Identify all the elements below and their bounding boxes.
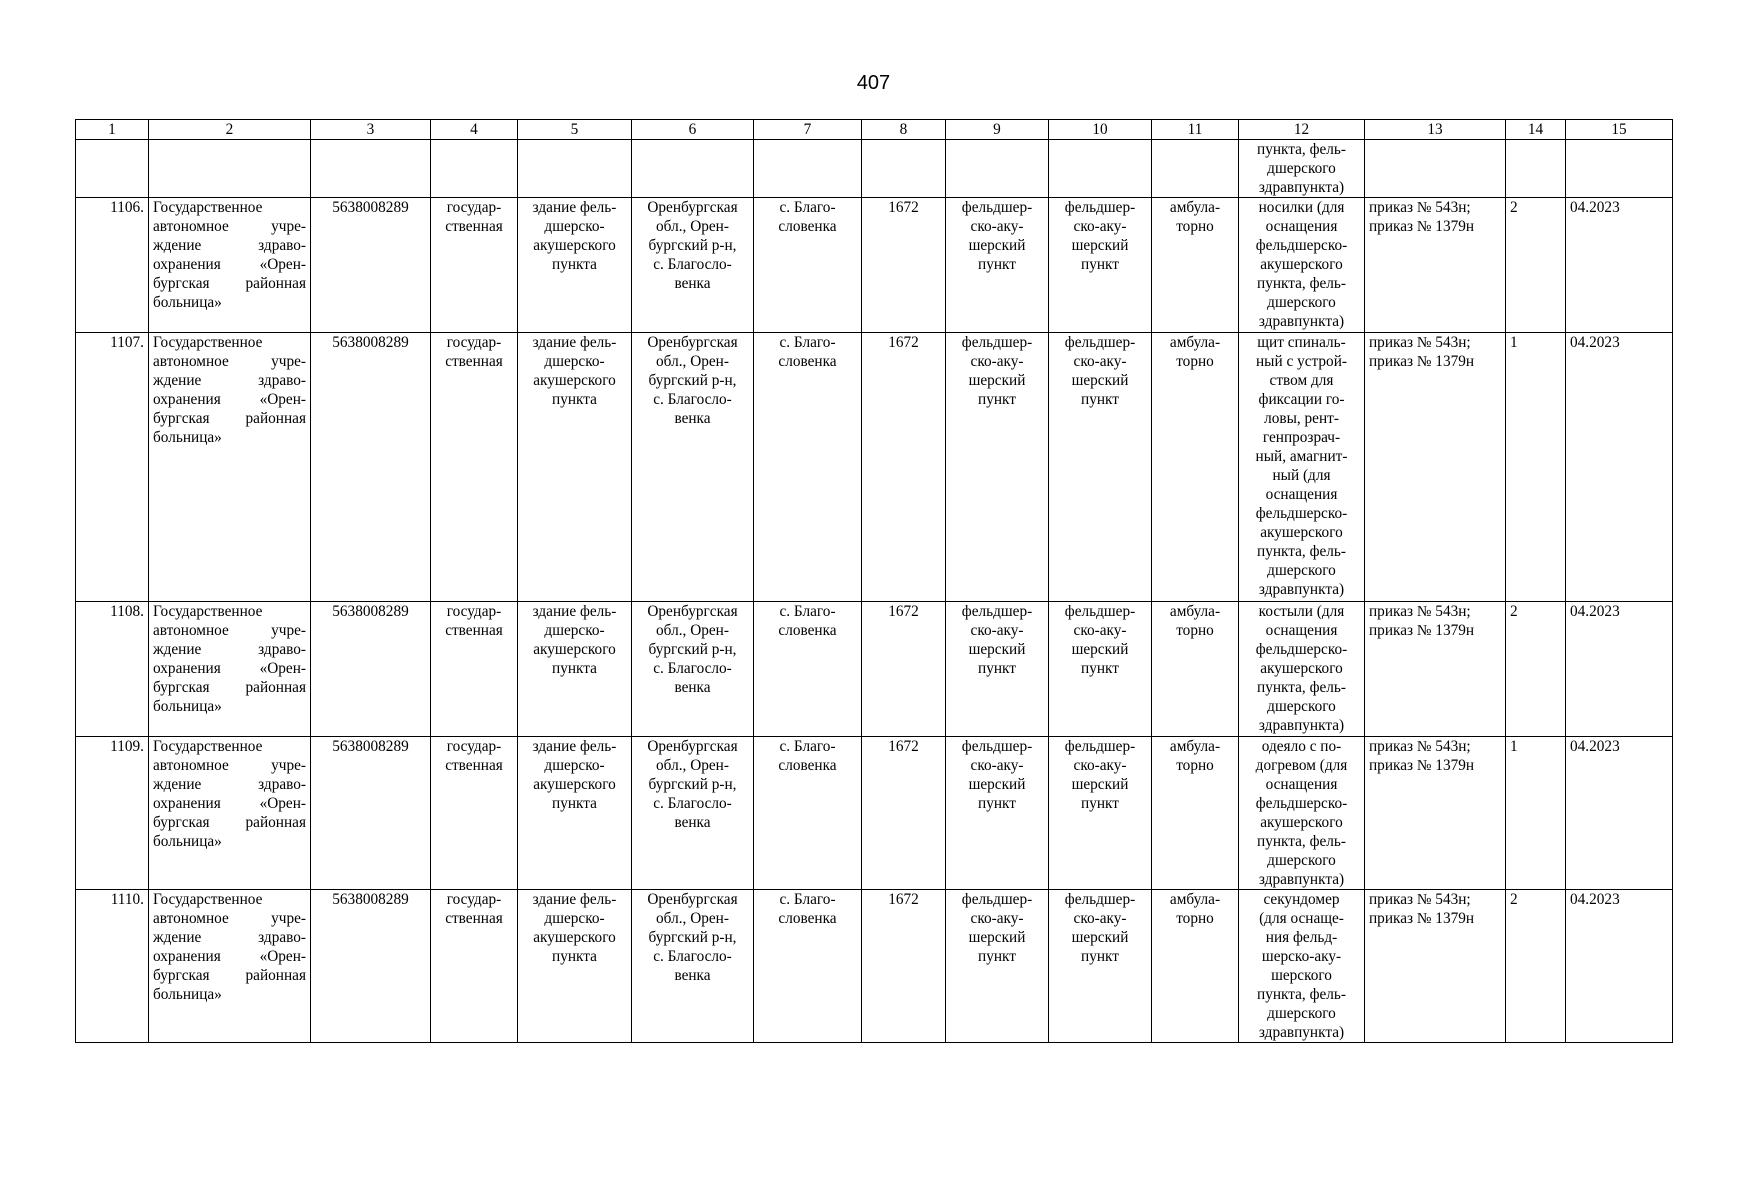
subunit-text: фельдшер- ско-аку- шерский пункт <box>1064 199 1136 273</box>
empty-cell <box>431 140 518 198</box>
care-type-cell <box>1152 737 1239 890</box>
unit-cell <box>946 602 1049 737</box>
address-text: Оренбургская обл., Орен- бургский р-н, с. Благосло- венка <box>647 603 738 696</box>
continuation-row <box>76 140 1673 198</box>
ownership-cell <box>431 198 518 333</box>
code-cell <box>862 890 946 1043</box>
address-text: Оренбургская обл., Орен- бургский р-н, с. Благосло- венка <box>647 738 738 831</box>
order-text: приказ № 543н; приказ № 1379н <box>1369 891 1475 927</box>
address-text: Оренбургская обл., Орен- бургский р-н, с. Благосло- венка <box>647 334 738 427</box>
address-cell <box>632 602 754 737</box>
ownership-text: государ- ственная <box>445 891 503 927</box>
address-cell <box>632 737 754 890</box>
row-number-cell <box>76 198 149 333</box>
organization-text: Государственное автономное учре-ждение здраво-охранения «Орен-бургская районная больница» <box>153 334 306 446</box>
code-text: 1672 <box>888 603 919 620</box>
quantity-text: 2 <box>1510 891 1518 908</box>
inn-cell <box>311 333 431 602</box>
building-cell <box>518 198 632 333</box>
row-number-text: 1106. <box>110 199 144 216</box>
table-row <box>76 602 1673 737</box>
subunit-text: фельдшер- ско-аку- шерский пункт <box>1064 738 1136 812</box>
order-cell <box>1365 737 1506 890</box>
code-cell <box>862 333 946 602</box>
organization-cell <box>149 333 311 602</box>
table-row <box>76 737 1673 890</box>
care-type-text: амбула- торно <box>1169 199 1221 235</box>
organization-cell <box>149 602 311 737</box>
empty-cell <box>76 140 149 198</box>
empty-cell <box>754 140 862 198</box>
quantity-text: 1 <box>1510 334 1518 351</box>
date-cell <box>1566 198 1673 333</box>
organization-cell <box>149 890 311 1043</box>
organization-cell <box>149 198 311 333</box>
table-row <box>76 198 1673 333</box>
empty-cell <box>1152 140 1239 198</box>
subunit-cell <box>1049 198 1152 333</box>
address-cell <box>632 890 754 1043</box>
row-number-text: 1109. <box>110 738 144 755</box>
code-text: 1672 <box>888 199 919 216</box>
unit-text: фельдшер- ско-аку- шерский пункт <box>961 603 1033 677</box>
unit-text: фельдшер- ско-аку- шерский пункт <box>961 738 1033 812</box>
locality-text: с. Благо- словенка <box>778 199 837 235</box>
care-type-cell <box>1152 333 1239 602</box>
locality-text: с. Благо- словенка <box>778 603 837 639</box>
locality-text: с. Благо- словенка <box>778 334 837 370</box>
address-cell <box>632 333 754 602</box>
locality-text: с. Благо- словенка <box>778 891 837 927</box>
empty-cell <box>1049 140 1152 198</box>
column-number: 8 <box>862 120 946 140</box>
order-cell <box>1365 333 1506 602</box>
unit-text: фельдшер- ско-аку- шерский пункт <box>961 199 1033 273</box>
building-cell <box>518 602 632 737</box>
column-number: 11 <box>1152 120 1239 140</box>
code-cell <box>862 737 946 890</box>
code-text: 1672 <box>888 738 919 755</box>
subunit-cell <box>1049 890 1152 1043</box>
inn-text: 5638008289 <box>332 891 409 908</box>
column-number: 9 <box>946 120 1049 140</box>
order-cell <box>1365 890 1506 1043</box>
subunit-cell <box>1049 737 1152 890</box>
care-type-cell <box>1152 198 1239 333</box>
organization-text: Государственное автономное учре-ждение здраво-охранения «Орен-бургская районная больница» <box>153 199 306 311</box>
address-cell <box>632 198 754 333</box>
column-number: 5 <box>518 120 632 140</box>
unit-cell <box>946 198 1049 333</box>
organization-text: Государственное автономное учре-ждение здраво-охранения «Орен-бургская районная больница» <box>153 738 306 850</box>
ownership-text: государ- ственная <box>445 334 503 370</box>
equipment-cell <box>1239 890 1365 1043</box>
building-cell <box>518 890 632 1043</box>
quantity-text: 2 <box>1510 199 1518 216</box>
inn-text: 5638008289 <box>332 199 409 216</box>
equipment-cell <box>1239 602 1365 737</box>
column-number: 7 <box>754 120 862 140</box>
order-text: приказ № 543н; приказ № 1379н <box>1369 199 1475 235</box>
date-cell <box>1566 737 1673 890</box>
ownership-text: государ- ственная <box>445 603 503 639</box>
row-number-cell <box>76 333 149 602</box>
unit-text: фельдшер- ско-аку- шерский пункт <box>961 334 1033 408</box>
empty-cell <box>1506 140 1566 198</box>
date-text: 04.2023 <box>1570 603 1620 620</box>
equipment-cell <box>1239 198 1365 333</box>
empty-cell <box>1566 140 1673 198</box>
date-text: 04.2023 <box>1570 891 1620 908</box>
care-type-text: амбула- торно <box>1169 603 1221 639</box>
inn-cell <box>311 602 431 737</box>
code-cell <box>862 198 946 333</box>
row-number-cell <box>76 890 149 1043</box>
equipment-text: секундомер (для оснаще- ния фельд- шерско-аку- шерского пункта, фель- дшерского здравпункта) <box>1257 891 1346 1041</box>
order-text: приказ № 543н; приказ № 1379н <box>1369 738 1475 774</box>
building-cell <box>518 737 632 890</box>
subunit-text: фельдшер- ско-аку- шерский пункт <box>1064 603 1136 677</box>
inn-cell <box>311 737 431 890</box>
row-number-text: 1108. <box>110 603 144 620</box>
date-cell <box>1566 890 1673 1043</box>
unit-cell <box>946 737 1049 890</box>
column-number: 15 <box>1566 120 1673 140</box>
column-number: 3 <box>311 120 431 140</box>
organization-text: Государственное автономное учре-ждение здраво-охранения «Орен-бургская районная больница» <box>153 891 306 1003</box>
empty-cell <box>518 140 632 198</box>
address-text: Оренбургская обл., Орен- бургский р-н, с. Благосло- венка <box>647 199 738 292</box>
quantity-cell <box>1506 198 1566 333</box>
column-number: 1 <box>76 120 149 140</box>
inn-cell <box>311 198 431 333</box>
order-cell <box>1365 602 1506 737</box>
organization-cell <box>149 737 311 890</box>
quantity-text: 1 <box>1510 738 1518 755</box>
care-type-cell <box>1152 890 1239 1043</box>
unit-cell <box>946 890 1049 1043</box>
inn-text: 5638008289 <box>332 603 409 620</box>
quantity-cell <box>1506 602 1566 737</box>
column-number: 2 <box>149 120 311 140</box>
locality-cell <box>754 737 862 890</box>
address-text: Оренбургская обл., Орен- бургский р-н, с. Благосло- венка <box>647 891 738 984</box>
order-text: приказ № 543н; приказ № 1379н <box>1369 603 1475 639</box>
locality-cell <box>754 602 862 737</box>
ownership-cell <box>431 333 518 602</box>
unit-text: фельдшер- ско-аку- шерский пункт <box>961 891 1033 965</box>
inn-cell <box>311 890 431 1043</box>
date-text: 04.2023 <box>1570 334 1620 351</box>
building-text: здание фель- дшерско- акушерского пункта <box>532 603 617 677</box>
subunit-text: фельдшер- ско-аку- шерский пункт <box>1064 334 1136 408</box>
row-number-text: 1110. <box>110 891 144 908</box>
empty-cell <box>862 140 946 198</box>
ownership-cell <box>431 602 518 737</box>
date-cell <box>1566 333 1673 602</box>
care-type-cell <box>1152 602 1239 737</box>
building-text: здание фель- дшерско- акушерского пункта <box>532 891 617 965</box>
date-cell <box>1566 602 1673 737</box>
locality-text: с. Благо- словенка <box>778 738 837 774</box>
column-number: 10 <box>1049 120 1152 140</box>
quantity-text: 2 <box>1510 603 1518 620</box>
order-cell <box>1365 198 1506 333</box>
date-text: 04.2023 <box>1570 738 1620 755</box>
equipment-text: костыли (для оснащения фельдшерско- акушерского пункта, фель- дшерского здравпункта) <box>1255 603 1348 734</box>
empty-cell <box>311 140 431 198</box>
ownership-text: государ- ственная <box>445 738 503 774</box>
row-number-cell <box>76 737 149 890</box>
locality-cell <box>754 198 862 333</box>
table-row <box>76 333 1673 602</box>
inn-text: 5638008289 <box>332 334 409 351</box>
building-text: здание фель- дшерско- акушерского пункта <box>532 738 617 812</box>
ownership-cell <box>431 737 518 890</box>
column-number: 12 <box>1239 120 1365 140</box>
page-number: 407 <box>856 72 891 94</box>
row-number-text: 1107. <box>110 334 144 351</box>
organization-text: Государственное автономное учре-ждение здраво-охранения «Орен-бургская районная больница» <box>153 603 306 715</box>
code-cell <box>862 602 946 737</box>
column-number-row <box>76 120 1673 140</box>
equipment-cell <box>1239 140 1365 198</box>
unit-cell <box>946 333 1049 602</box>
table-row <box>76 890 1673 1043</box>
equipment-cell <box>1239 333 1365 602</box>
empty-cell <box>1365 140 1506 198</box>
row-number-cell <box>76 602 149 737</box>
equipment-cell <box>1239 737 1365 890</box>
quantity-cell <box>1506 333 1566 602</box>
register-table <box>75 119 1673 1043</box>
empty-cell <box>149 140 311 198</box>
building-text: здание фель- дшерско- акушерского пункта <box>532 334 617 408</box>
subunit-cell <box>1049 602 1152 737</box>
code-text: 1672 <box>888 891 919 908</box>
building-text: здание фель- дшерско- акушерского пункта <box>532 199 617 273</box>
column-number: 13 <box>1365 120 1506 140</box>
equipment-text: носилки (для оснащения фельдшерско- акушерского пункта, фель- дшерского здравпункта) <box>1255 199 1348 330</box>
building-cell <box>518 333 632 602</box>
column-number: 4 <box>431 120 518 140</box>
subunit-cell <box>1049 333 1152 602</box>
quantity-cell <box>1506 890 1566 1043</box>
care-type-text: амбула- торно <box>1169 891 1221 927</box>
locality-cell <box>754 333 862 602</box>
locality-cell <box>754 890 862 1043</box>
column-number: 6 <box>632 120 754 140</box>
quantity-cell <box>1506 737 1566 890</box>
inn-text: 5638008289 <box>332 738 409 755</box>
date-text: 04.2023 <box>1570 199 1620 216</box>
equipment-text: пункта, фель- дшерского здравпункта) <box>1257 141 1346 196</box>
care-type-text: амбула- торно <box>1169 738 1221 774</box>
code-text: 1672 <box>888 334 919 351</box>
column-number: 14 <box>1506 120 1566 140</box>
empty-cell <box>632 140 754 198</box>
order-text: приказ № 543н; приказ № 1379н <box>1369 334 1475 370</box>
equipment-text: одеяло с по- догревом (для оснащения фельдшерско- акушерского пункта, фель- дшерского здравпункта) <box>1255 738 1348 888</box>
ownership-cell <box>431 890 518 1043</box>
subunit-text: фельдшер- ско-аку- шерский пункт <box>1064 891 1136 965</box>
equipment-text: щит спиналь- ный с устрой- ством для фиксации го- ловы, рент- генпрозрач- ный, амагнит- ный (для оснащения фельдшерско- акушерского пункта, фель- дшерского здравпункта) <box>1255 334 1348 598</box>
ownership-text: государ- ственная <box>445 199 503 235</box>
care-type-text: амбула- торно <box>1169 334 1221 370</box>
empty-cell <box>946 140 1049 198</box>
